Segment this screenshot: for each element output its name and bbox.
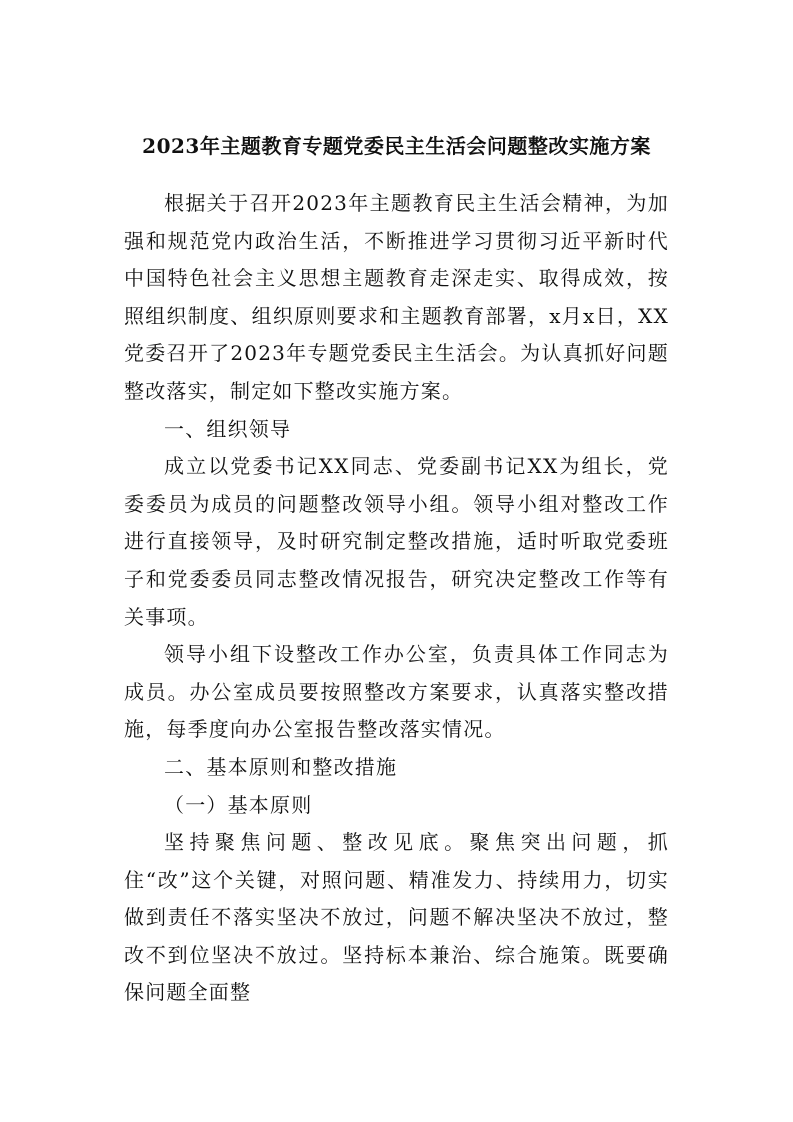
- paragraph-intro: 根据关于召开2023年主题教育民主生活会精神，为加强和规范党内政治生活，不断推进学习贯彻习近平新时代中国特色社会主义思想主题教育走深走实、取得成效，按照组织制度、组织原则要求和主题教育部署，x月x日，XX党委召开了2023年专题党委民主生活会。为认真抓好问题整改落实，制定如下整改实施方案。: [124, 191, 669, 403]
- document-body: [124, 185, 669, 1012]
- document-title: 2023年主题教育专题党委民主生活会问题整改实施方案: [142, 134, 651, 158]
- paragraph-leading-group: 成立以党委书记XX同志、党委副书记XX为组长，党委委员为成员的问题整改领导小组。领导小组对整改工作进行直接领导，及时研究制定整改措施，适时听取党委班子和党委委员同志整改情况报告，研究决定整改工作等有关事项。: [124, 454, 669, 629]
- section-heading-organization: 一、组织领导: [164, 416, 292, 441]
- paragraph-office: 领导小组下设整改工作办公室，负责具体工作同志为成员。办公室成员要按照整改方案要求，认真落实整改措施，每季度向办公室报告整改落实情况。: [124, 642, 669, 742]
- subsection-heading-basic-principles: （一）基本原则: [164, 792, 313, 817]
- paragraph-principles: 坚持聚焦问题、整改见底。聚焦突出问题，抓住“改”这个关键，对照问题、精准发力、持续用力，切实做到责任不落实坚决不放过，问题不解决坚决不放过，整改不到位坚决不放过。坚持标本兼治、综合施策。既要确保问题全面整: [124, 830, 669, 1005]
- section-heading-principles: 二、基本原则和整改措施: [164, 754, 398, 779]
